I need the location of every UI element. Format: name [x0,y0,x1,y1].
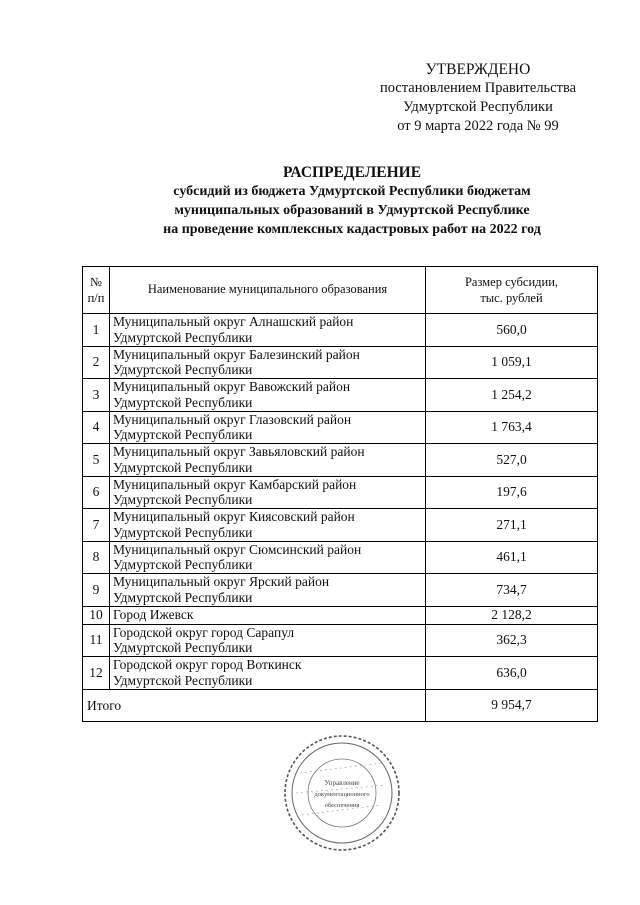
row-num: 3 [83,379,110,412]
row-name-line-2: Удмуртской Республики [113,557,253,573]
row-name-line-2: Удмуртской Республики [113,362,253,378]
row-name [110,541,426,574]
row-name-line-1: Муниципальный округ Киясовский район [113,509,355,525]
header-name: Наименование муниципального образования [110,267,426,314]
table-row [83,314,598,347]
total-value: 9 954,7 [426,689,598,722]
row-name [110,346,426,379]
row-name-line-1: Муниципальный округ Глазовский район [113,411,352,427]
row-name-line-2: Удмуртской Республики [113,672,253,688]
row-value: 636,0 [426,657,598,690]
approval-line-2: Удмуртской Республики [403,99,553,115]
header-num [83,267,110,314]
approval-line-3: от 9 марта 2022 года № 99 [397,118,559,134]
table-row [83,346,598,379]
row-name-line-2: Удмуртской Республики [113,640,253,656]
row-name-line-1: Муниципальный округ Завьяловский район [113,444,365,460]
row-num: 2 [83,346,110,379]
approval-line-1: постановлением Правительства [379,80,577,96]
row-name [110,379,426,412]
row-name [110,606,426,624]
row-num: 10 [83,606,110,624]
row-name-line-2: Удмуртской Республики [113,492,253,508]
row-num: 6 [83,476,110,509]
row-name-line-1: Город Ижевск [113,607,194,623]
row-name [110,314,426,347]
row-name [110,411,426,444]
title-line-4: на проведение комплексных кадастровых работ на 2022 год [163,222,541,237]
table-row [83,624,598,657]
document-title [82,163,622,239]
row-name-line-2: Удмуртской Республики [113,394,253,410]
total-row [83,689,598,722]
title-line-2: субсидий из бюджета Удмуртской Республики бюджетам [173,184,531,199]
row-value: 271,1 [426,509,598,542]
title-line-3: муниципальных образований в Удмуртской Республике [174,203,530,218]
seal-text-2: документационного [314,791,370,798]
table-row [83,606,598,624]
row-num: 12 [83,657,110,690]
header-num-line-1: № [90,275,102,289]
table-row [83,476,598,509]
row-num: 9 [83,574,110,607]
row-value: 2 128,2 [426,606,598,624]
official-seal [282,733,402,853]
row-value: 734,7 [426,574,598,607]
row-name-line-1: Муниципальный округ Сюмсинский район [113,541,362,557]
row-value: 1 059,1 [426,346,598,379]
row-value: 527,0 [426,444,598,477]
header-num-line-2: п/п [87,291,105,305]
approval-stamp [368,60,588,136]
row-num: 8 [83,541,110,574]
row-num: 11 [83,624,110,657]
total-label: Итого [83,689,426,722]
table-row [83,379,598,412]
row-value: 560,0 [426,314,598,347]
table-row [83,509,598,542]
seal-text-1: Управление [324,779,360,787]
row-name [110,476,426,509]
row-name-line-1: Муниципальный округ Вавожский район [113,379,351,395]
row-value: 197,6 [426,476,598,509]
table-row [83,541,598,574]
row-name-line-2: Удмуртской Республики [113,459,253,475]
row-name-line-1: Городской округ город Воткинск [113,657,302,673]
table-row [83,411,598,444]
row-value: 1 254,2 [426,379,598,412]
row-num: 5 [83,444,110,477]
row-name [110,444,426,477]
table-row [83,657,598,690]
table-row [83,574,598,607]
row-name-line-1: Муниципальный округ Балезинский район [113,346,360,362]
row-name-line-2: Удмуртской Республики [113,589,253,605]
row-name-line-2: Удмуртской Республики [113,427,253,443]
row-name-line-1: Городской округ город Сарапул [113,624,295,640]
header-value-line-1: Размер субсидии, [464,275,559,289]
row-name [110,657,426,690]
row-value: 461,1 [426,541,598,574]
row-name [110,624,426,657]
row-name [110,574,426,607]
subsidy-table [82,266,598,722]
title-line-1: РАСПРЕДЕЛЕНИЕ [282,164,422,181]
row-name-line-2: Удмуртской Республики [113,329,253,345]
row-value: 1 763,4 [426,411,598,444]
header-value [426,267,598,314]
seal-text-3: обеспечения [324,802,360,809]
row-value: 362,3 [426,624,598,657]
approval-heading: УТВЕРЖДЕНО [425,61,531,78]
table-row [83,444,598,477]
row-name-line-1: Муниципальный округ Алнашский район [113,314,354,330]
row-name-line-1: Муниципальный округ Камбарский район [113,476,357,492]
table-header-row [83,267,598,314]
row-name-line-1: Муниципальный округ Ярский район [113,574,330,590]
row-num: 4 [83,411,110,444]
header-value-line-2: тыс. рублей [480,291,543,305]
row-num: 7 [83,509,110,542]
row-name-line-2: Удмуртской Республики [113,524,253,540]
row-num: 1 [83,314,110,347]
row-name [110,509,426,542]
